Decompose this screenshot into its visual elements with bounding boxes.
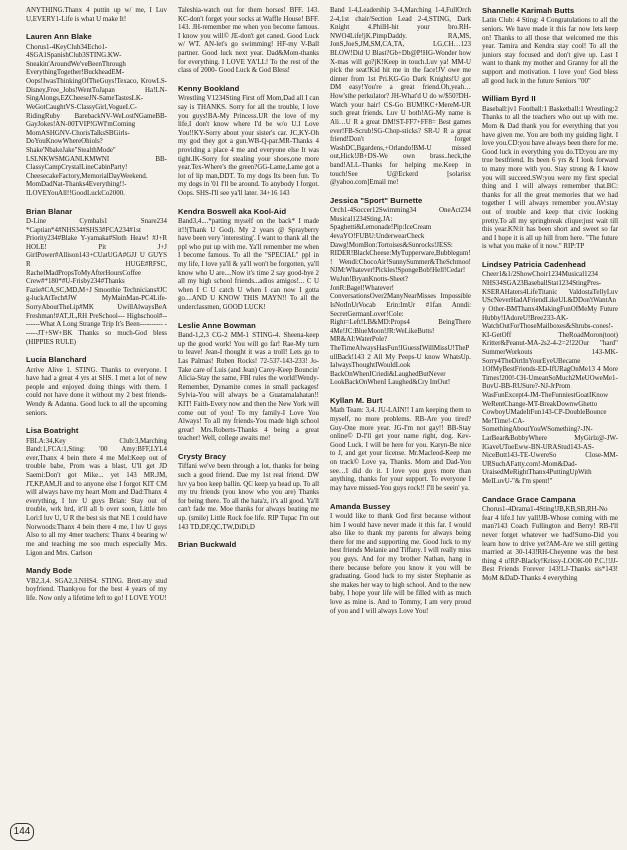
senior-name: Lindsey Patricia Cadenhead — [482, 260, 586, 270]
senior-message: Band 1-4,Leadership 3-4,Marching 1-4,FullOrch 2-4,1st chair/Section Lead 2-4,STING, Dark Knight 4.PhilH-hit your bro.RH-NWO4Life!jK.PimpDaddy. RA,MS, JonS,JoeS,JM,SM,CA,TA, LG,CH…123 BLOW!Did U Blast?Gb+Db@P!HG-Wonder how X-mas will go?jK!Keep in touch.Luv ya! MM-U pick the seat!Kid hit me in the face!JV owe me dinner from 1st Pri.KG-Go Dark Knights!U got DM easy!You're a great friend.Oh,yeah…How'sthe perkulator? JH-What'd U do w/$50?DH-Watch your hair! CS-Go BUM!KC+MereM-UR such great friends. Luv U both!AG-My name is Ali…U R a great DM!ST-FF7+FF8= Best games ever!FB-Scrub!SG-Chop-sticks? SR-U R a great friend!Don't forget WashDC,Bgardens,+Orlando!BM-U missed out,Hick!JB+DS-We own brass..heck,the band!ALL-Thanks for helping me.Keep in touch!See U@Eckerd [solarisx @yahoo.com]Email me! — [330, 6, 471, 187]
senior-name: Brian Buckwald — [178, 540, 237, 550]
senior-name: Shannelle Karimah Butts — [482, 6, 575, 15]
senior-message: FBLA:34,Key Club:3,Marching Band:1,FCA:1,Sting: '00 Amy:BFF,LYL4 ever,Thanx 4 bein there 4 me Mel:Keep out of trouble babe, Prom was a blast, U'll get JD Saemi:Don't got Mike... yet 143 MR.JM, JT,KP,AM,JI and to anyone else I forgot KIT CM will always have my heart Mom and Dad:Thanx 4 everything, I luv U guys Brian: Stay out of trouble, wrk hrd, it'll all b over soon, Little bro Lori:I luv U, U R the best sis that NE 1 could have Norwoods:Thanx 4 bein there 4 me, I luv U guys Also to all my 4mer teachers: Thanx 4 bearing w/ me and teaching me soo much especially Mrs. Ligon and Mrs. Carlson — [26, 436, 167, 557]
senior-message: Chorus1-4KeyClub34Echo1-4SGA1SpanishClub3STING.KW-Sneakin'AroundWe'veBeenThrough EverythingTogether!BuckheadEM-Oops!IwasThinkingOfTheGuys!Texaco, KrowLS-Disney,Free_Jobs!WentToJapan Ha!LN-SingAlongs,EZCheeseJN-SameTastesLK-WeGotCaughtVS-ClassyGirl,VogueLC-RidingRuby BarebackNV-WeLostNGameBB-GayJokes!AN-00TVIP!GWI'mComing MomASHGNV-ChorisTalksSBGirls-DoYouKnowWhereOhiols? Shake'NbakeJake"StealthMode" LSLNKWSMGANLKMWNI BB-ClassyCampCrystalLineCabinParty! CheesecakeFactory,MemorialDayWeekend. MomDadNat-Thanks4Everything!!-ILOVEYouAll!!GoodLuckCo2000. — [26, 42, 167, 197]
senior-name: Lucia Blanchard — [26, 355, 87, 365]
senior-entry — [26, 6, 167, 23]
senior-entry — [330, 502, 471, 616]
senior-message: Chorus1-4Drama1-4Sting!JB,KB,SB,RH-No fear 4 life.I luv yall!JB-Whose coming with me man?143 Coach Fullington and Berry! RB-I'll never forget whatever we had!Sumo-Did you learn how to drive yet?AM-Are we still getting married at 30-143!RH-Cheyenne was the best thing 4 u!RP-Blacky!Krissy-LOOK-00 P.C.!!JJ-Best Friends Forever 143!LJ-Thanks sis*143! MoM &DaD-Thanks 4 everything — [482, 505, 618, 582]
senior-entry — [26, 207, 167, 347]
senior-entry — [482, 94, 618, 251]
senior-entry — [330, 6, 471, 187]
senior-entry — [330, 396, 471, 493]
senior-entry — [26, 355, 167, 417]
senior-message: VB2,3,4. SGA2,3.NHS4. STING. Brett-my stud boyfriend. Thankyou for the best 4 years of my life. Now only a lifetime left to go! I LOVE YOU! — [26, 576, 167, 602]
column-4 — [482, 6, 618, 592]
senior-name: Kyllan M. Burt — [330, 396, 383, 405]
senior-entry — [330, 196, 471, 387]
senior-entry — [178, 540, 319, 549]
senior-entry — [26, 566, 167, 602]
senior-entry — [178, 6, 319, 75]
senior-entry — [178, 207, 319, 312]
senior-entry — [178, 84, 319, 198]
senior-entry — [482, 495, 618, 583]
senior-entry — [482, 6, 618, 85]
senior-entry — [482, 260, 618, 486]
page-number: 144 — [10, 823, 34, 841]
senior-entry — [178, 321, 319, 443]
senior-name: Jessica "Sport" Burnette — [330, 195, 423, 205]
senior-message: Band3,4....*patting myself on the back* I made it!!(Thank U God). My 2 years @ Sprayberry have been very 'interesting'. I want to thank all the ppl who put up with me. Ya'll remember me when I become famous. To all the "SPECIAL" ppl in my life, I love ya'll & ya'll won't be forgotten, ya'll know who U are....Now it's time 2 say good-bye 2 all my high school friends...adios amigos!... C U when I C U catch U when I can now I gotta go....AND U KNOW THIS MAYN!! To all the underclassmen, GOOD LUCK! — [178, 217, 319, 312]
senior-entry — [178, 452, 319, 531]
senior-message: ANYTHING.Thanx 4 puttin up w/ me, I Luv U,EVERY1-Life is what U make It! — [26, 6, 167, 23]
senior-name: Kenny Bookland — [178, 83, 240, 93]
senior-name: Candace Grace Campana — [482, 494, 576, 504]
senior-entry — [26, 32, 167, 197]
senior-name: Mandy Bode — [26, 566, 73, 576]
senior-name: Leslie Anne Bowman — [178, 320, 256, 330]
senior-name: Crysty Bracy — [178, 452, 227, 462]
senior-message: Band-1,2,3 CG-2 MM-1 STING-4. Sheena-keep up the good work! You will go far! Rae-My turn to leave! Jean-I thought it was a troll! Lets go to Las Palmas! Ruben Rocks! 72-537-143-233! Jo-Take care of Luis (and Jean) Carey-Keep Bouncin' Alicia-Stay the same, FBI rules the world!Wendy-Remember, Dynamite comes in small packages! Sylvia-You will always be a Guatamalahatan!! KIT! Faith-Every now and then the New York will come out of you! To my family-I Love You Always! To all my friends-You made high school great! Mrs.Roberts-Thanks 4 being a great teacher! Well, college awaits me! — [178, 331, 319, 443]
column-2 — [178, 6, 319, 559]
senior-name: William Byrd II — [482, 94, 536, 104]
senior-name: Lisa Boatright — [26, 426, 79, 436]
senior-message: Wrestling V1234Sting First off Mom,Dad all I can say is THANKS. Sorry for all the trouble, I love you guys!BA-My Princess.UR the love of my life,I don't know where I'd be w/o U.I Love You!!KY-Sorry about your sister's car. JC,KY-Oh my god they got a gun.WB-Q-par.MR-Thanks 4 providing a place 4 me and everyone else It was tight.IK-Sorry for stealing your shoes,one more year.Tex-Where's the green?GG-Lame,Lame got a lot of lip man,DDT. To my dogs Its been fun. To my dogs in '01 I'll be around. To anybody I forgot. Oops. SHS-I'll see ya'll later. 34+16 143 — [178, 94, 319, 197]
senior-message: Orch1-4Soccer12Swimming34 OneAct234 Musical1234Sting.JA: Spaghetti&Lemonade!Pip:IceCream 4evaYO!FUBU:UnderwearCheck Dawg!MomBon:Tortoises&Sunrocks!JESS: RIDER!BlackCheese:MyTupperware,Bubblegum!! Wendi:ChocoAir!SunnySummer&TheSchmoo! NJM:Whatever!Pickles!SpongeBob!Hell!Cedar!WuJun!BryanKnotts-Sheet?JonR:Bagel!Whatever! ConversationsOver2ManyNearMisses Impossible IsNotInUrVocab Erin:ImUr #1fan Anndi: SecretGermanLover!Cole: Right=Left!LB&MD:Props4 BeingThere 4Me!JC:BlueMoon!JR:WeLikeButts! MR&AI:WaterPole?TheTimeAlwaysHasFun!IGuessIWillMissU!ThePullBack!143 2 All My Peeps-U know WhatsUp. IalwaysThoughtIWouldLook BackOnWhenICriedi&LaughedButNever LookBackOnWhenI Laughed&Cry ImOut! — [330, 206, 471, 387]
senior-message: Latin Club: 4 Sting: 4 Congratulations to all the seniors. We have made it this far now lets keep on! Thanks to all those that welcomed me this year. Tamira and Kendra stay cool! To all the juniors stay focused and don't give up. Last I want to thank my mother and Granny for all the support and motivation. I love you! God bless all good luck in the future Seniors "00" — [482, 16, 618, 85]
senior-message: Math Team: 3,4. JU-LAIN!! I am keeping them to myself, no more problems. RB-Are you tired? Guy-One more year. JG-I'm not gay!! BB-Stay online© D-I'll get your name right, dog. Kev-Good Luck. I will be here for you. Karyn-Be nice to J, and get your license. Mr.Macleod-Keep me on track© Love ya, Thanks. Mom and Dad-You see…I did do it. I love you guys more than anything, thanks for your support. To everyone I may have missed-You guys rock!! I'll be seein' ya. — [330, 406, 471, 492]
senior-entry — [26, 426, 167, 557]
senior-message: I would like to thank God first because without him I would have never made it this far. I would also like to thank my parents for always being there for me and supporting me. Good luck to my best friends Melanie and Tiffany. I will really miss you guys. And for my brother Nathan, hang in there because before you know it you will be graduating. Good luck to my sister Stephanie as she makes her way to high school. And to the new baby, I hope your life will be filled with as much love as mine is. And to Tommy, I am very proud of you and I will always Love You! — [330, 511, 471, 615]
column-3 — [330, 6, 471, 624]
senior-name: Brian Blanar — [26, 206, 73, 216]
senior-name: Lauren Ann Blake — [26, 32, 92, 42]
senior-message: Taleshia-watch out for them horses! BFF. 143. KC-don't forget your socks at Waffle House! BFF. 143. JH-remember me when you become famous. I know you will© JE-don't get caned. Good Luck w/ WT. AN-let's go swimming! HF-my V-Ball partner. Good luck next year. Dad&Mom-thanks for everything. I LOVE YA'LL! To the rest of the class of 2000- Good Luck & God Bless! — [178, 6, 319, 75]
senior-message: D-Line Cymbals1 Snare234 *Captian*4#NHS34#SHS3#FCA234#1st Priority234#Blake Y-yamaka#Sloth Heaw! #J+R HOLE! Pit J+J GirlPower#Allison143+CUatUGA#GJJ U GUYS R HUGE#RFSC, RachelMadPropsToMyAfterHoursCoffee Crew#*180*#U-Frisby234#Thanks Fazie#CA,SC,MD,M+J Smoothie Technicians#JC g-luckAtTech#JW MyMainMan-PC4Life-SorryAboutTheLip#MK UwillAlwaysBeA Freshman!#AT,JL,RH PreSchool--- Highschool#--------What A Long Strange Trip It's Been---------- ------JT+SW+BK Thanks so much-God bless (HIPPIES RULE) — [26, 217, 167, 346]
senior-name: Amanda Bussey — [330, 501, 391, 511]
senior-message: Cheer1&1/2ShowChoir1234Musical1234 NHS34SGA23BaseballStat1234StingPres-KSERAHaters4LifeTitanic ValdostaTellyLuv UScNeverHadAFriendLikeUL&DDon'tWantAny Other-BMThanx4MakingFunOfMeMy Future Hubby!IAdoreU!Bree233-AK-WatchOutForThoseMailboxes&Shrubs-cones!-KI-GetOff TheRoadMoron(toot) Kritter&Peanut-MA-2s2-4-2=2!22Our "hard" SummerWorkouts 143-MK-Sorry4TheDirtInYourEyeUBecame 1OfMyBestFriends-ED-IfURagOnMe13 4 More Times!200!-CH-UmeanSoMuch2MeUOweMe1-BuvU-BB-RUSure?-NJ-JrProm WasFunExcept4-JM-TheFunniestGoatIKnow WeRentChange-MT-BreakDownwGhetto CowboyUMadeItFun143-CP-DoubleBounce Me!Time!-CA-SomethingAboutYouWSomething?-JN-LarBear&BobbyWhere MyGirlz@-JW-IGaveUToeEww-BN-URAStud143-AS-NiceButt143-TE-UwereSo Close-MM-URSuchAFatty.com!-Mom&Dad-UraisedMeRightThanx4PuttingUpWith MeILuvU-"& I'm spent!" — [482, 270, 618, 486]
senior-message: Tiffani we've been through a lot, thanks for being such a good friend. Dae my 1st real friend. DW luv ya boo keep ballin. QC keep ya head up. To all my tru friends (you know who you are) Thanks for being there. To all the hata'z, it's all good. Ya'll can't fade me. Moe thanks for always beating me up. (smile) Little Rock foe life. RIP Tupac I'm out 143 TD,DF,QC,TW,DiDi,D — [178, 462, 319, 531]
senior-name: Kendra Boswell aka Kool-Aid — [178, 206, 287, 216]
senior-message: Baseball:jv1 Football:1 Basketball:1 Wrestling:2 Thanks to all the teachers who out up with me. Mom & Dad thank you for everything that you have given me. You are both my guiding light. I love you.CD:you have always been there for me. Good luck in everything you do.TD:you are my true bestfriend. Its been 6 yrs & I look forward to many more with you. Stay strong & I know you will succeed.SW:you were my first special thing and I will always remember that.BC: thanks for all the great memories that we had together I will always remember you.AV:stay out of trouble and keep that civic looking pretty.To all my springbreak clique:just wait till this year.KN:it has been short and sweet so far and I hope it is all up hill from here. "The future is what you make of it now." RIP:TP — [482, 104, 618, 251]
senior-message: Arrive Alive 1. STING. Thanks to everyone. I have had a great 4 yrs at SHS. I met a lot of new people and enjoyed doing things with them. I could not have done it without my 2 best friends-Wendy & Adanna. Good luck to all the upcoming seniors. — [26, 365, 167, 417]
column-1 — [26, 6, 167, 611]
